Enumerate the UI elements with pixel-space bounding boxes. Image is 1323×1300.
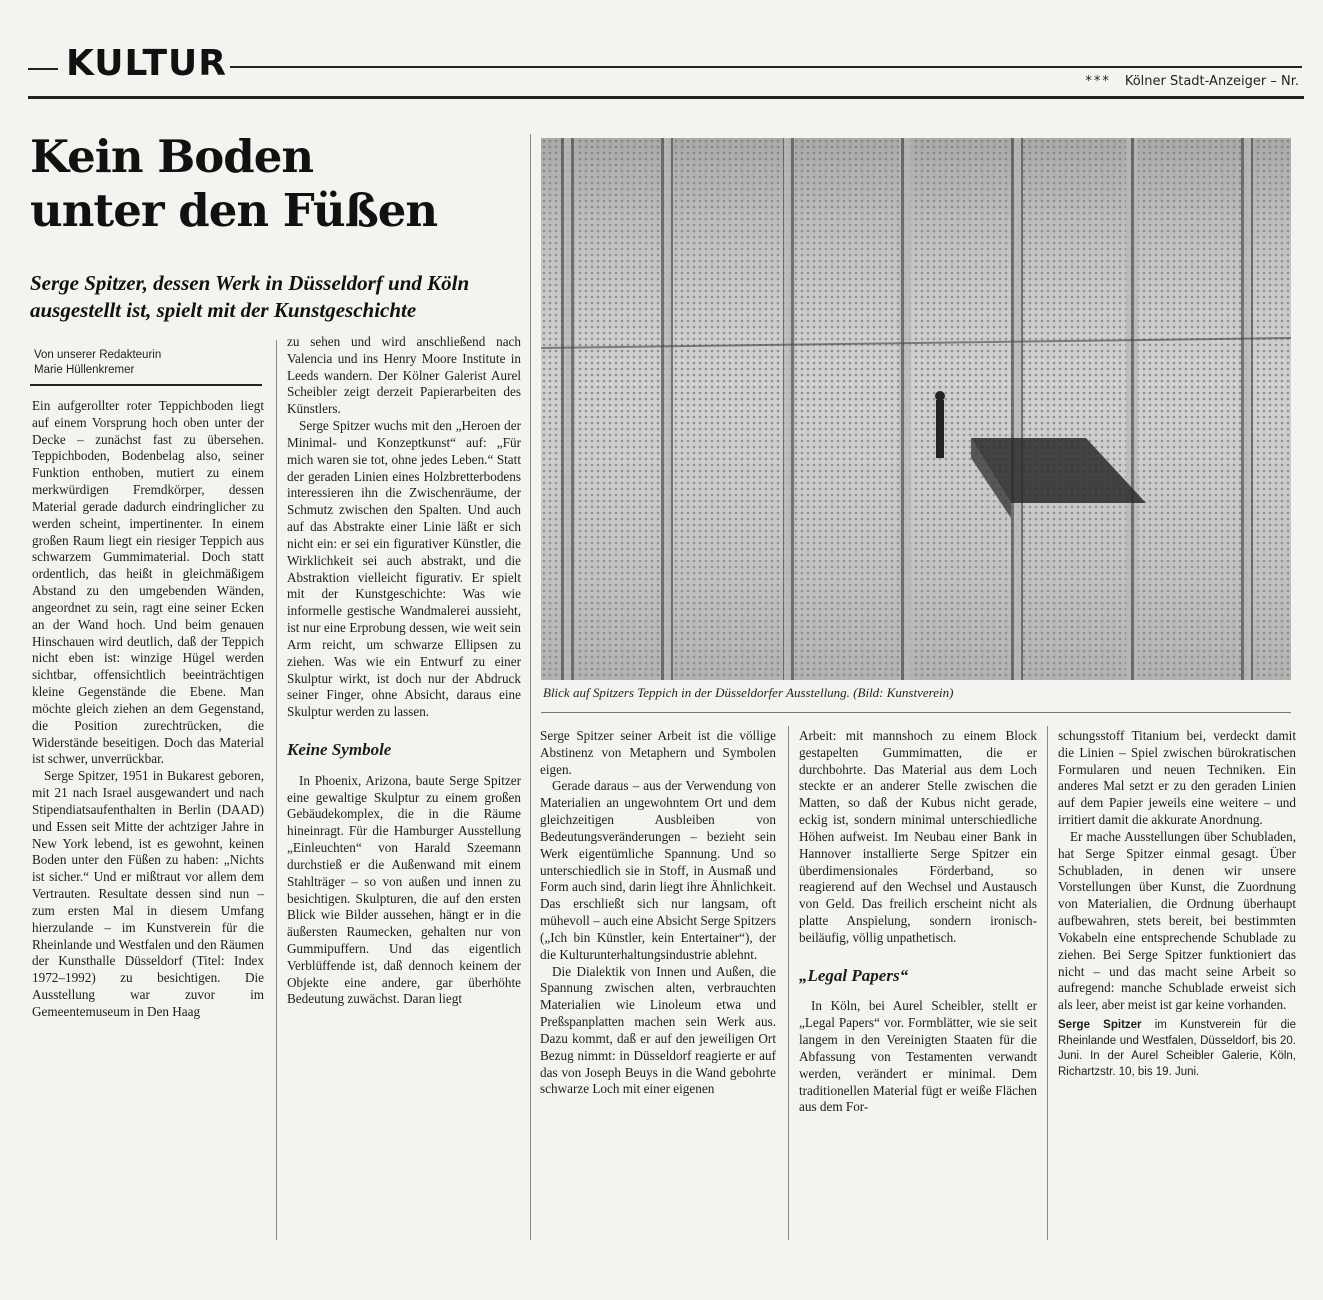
byline-rule (30, 384, 262, 386)
article-column-5 (1058, 728, 1296, 1244)
subhead-legal-papers: „Legal Papers“ (799, 965, 909, 985)
paragraph: Die Dialektik von Innen und Außen, die Spannung zwischen alten, verbrauchten Materialien wie Linoleum etwa und Preßspanplatten machen sein Werk aus. Dazu kommt, daß er auf den jeweiligen Ort Bezug nimmt: in Düsseldorf reagierte er auf das von Joseph Beuys in die Wand gebohrte schwarze Loch mit einer eigenen (540, 963, 776, 1097)
headline (30, 130, 530, 238)
paragraph: Er mache Ausstellungen über Schubladen, hat Serge Spitzer einmal gesagt. Über Schubladen, in denen wir unsere Vorstellungen über Kunst, die Zuordnung von Materialien, die Ordnung überhaupt aufbewahren, stets bereit, bei bestimmten Vokabeln eine entsprechende Schublade zu ziehen. Bei Serge Spitzer funktioniert das nicht – und das macht seine Arbeit so aufregend: manche Schublade erweist sich als leer, aber meist ist gar keine vorhanden. (1058, 828, 1296, 1013)
subhead-keine-symbole: Keine Symbole (287, 740, 392, 760)
section-label: KULTUR (66, 43, 227, 84)
column-divider (276, 340, 277, 1240)
paragraph: Arbeit: mit mannshoch zu einem Block gestapelten Gummimatten, die er durchbohrte. Das Material aus dem Loch steckte er an anderer Stelle zwischen die Matten, so daß der Kubus nicht gerade, eckig ist, sondern minimal unterschiedliche Höhen aufweist. Im Neubau einer Bank in Hannover installierte Serge Spitzer ein überdimensionales Förderband, so reagierend auf den Wechsel und Austausch von Geld. Das freilich erscheint nicht als platte Anspielung, sondern ironisch-beiläufig, völlig unpathetisch. (799, 728, 1037, 945)
headline-line-1: Kein Boden (30, 130, 314, 183)
section-rule-right (230, 66, 1302, 68)
column-divider (1047, 726, 1048, 1240)
article-column-2 (287, 334, 521, 1244)
photo-carpet-installation (541, 138, 1291, 680)
info-name: Serge Spitzer (1058, 1019, 1142, 1032)
paragraph: zu sehen und wird anschließend nach Valencia und ins Henry Moore Institute in Leeds wandern. Der Kölner Galerist Aurel Scheibler zeigt derzeit Papierarbeiten des Künstlers. (287, 334, 521, 417)
masthead-stars: *** (1085, 74, 1111, 89)
paragraph: Serge Spitzer wuchs mit den „Heroen der Minimal- und Konzeptkunst“ auf: „Für mich waren sie tot, ohne jedes Leben.“ Statt der geraden Linien eines Holzbretterbodens interessieren ihn die Zwischenräume, der Schmutz zwischen den Spalten. Und auch auf das Abstrakte einer Linie läßt er sich nicht ein: er sei ein figurativer Künstler, die Wirklichkeit sei auch abstrakt, und die Abstraktion vielleicht figurativ. Er spielt mit der Kunstgeschichte: Was wie informelle gestische Wandmalerei aussieht, ist nur eine Erprobung dessen, wie weit sein Arm reicht, um schwarze Ellipsen zu ziehen. Was wie ein Entwurf zu einer Skulptur wirkt, ist doch nur der Abdruck seiner Finger, ohne Absicht, daraus eine Skulptur werden zu lassen. (287, 418, 521, 720)
article-column-1 (32, 398, 264, 1244)
paragraph: In Phoenix, Arizona, baute Serge Spitzer eine gewaltige Skulptur zu einem großen Gebäudekomplex, die in die Räume hineinragt. Für die Hamburger Ausstellung „Einleuchten“ von Harald Szeemann durchstieß er die Außenwand mit einem Stahlträger – so von außen und innen zu besichtigen. Skulpturen, die auf den ersten Blick wie Bilder aussehen, hängt er in die äußersten Raumecken, gehalten nur von Gummipuffern. Und das eigentlich Verblüffende ist, daß dennoch keinem der Objekte eine andere, gar überhöhte Bedeutung zuwächst. Daran liegt (287, 772, 521, 1007)
info-text: im Kunstverein für die Rheinlande und Westfalen, Düsseldorf, bis 20. Juni. In der Aurel Scheibler Galerie, Köln, Richartzstr. 10, bis 19. Juni. (1058, 1019, 1296, 1078)
header-rule (28, 96, 1304, 99)
column-divider (530, 134, 531, 1240)
paragraph: Serge Spitzer, 1951 in Bukarest geboren, mit 21 nach Israel ausgewandert und nach Stipendiatsaufenthalten in Berlin (DAAD) und Essen seit Mitte der achtziger Jahre in New York lebend, ist es gewohnt, keinen Boden unter den Füßen zu haben: „Nichts ist sicher.“ Und er mißtraut vor allem dem Vertrauten. Resultate dessen sind nun – zum ersten Mal in diesem Umfang hierzulande – im Kunstverein für die Rheinlande und Westfalen und den Räumen der Kunsthalle Düsseldorf (Titel: Index 1972–1992) zu besichtigen. Die Ausstellung war zuvor im Gemeentemuseum in Den Haag (32, 768, 264, 1019)
masthead-name: Kölner Stadt-Anzeiger – Nr. (1124, 74, 1299, 89)
paragraph: In Köln, bei Aurel Scheibler, stellt er „Legal Papers“ vor. Formblätter, wie sie seit langem in den Vereinigten Staaten für die Abfassung von Testamenten verwandt werden, verändert er minimal. Dem traditionellen Material fügt er weiße Flächen aus dem For- (799, 998, 1037, 1115)
headline-line-2: unter den Füßen (30, 184, 438, 237)
article-column-3 (540, 728, 776, 1244)
paragraph: Gerade daraus – aus der Verwendung von Materialien an ungewohntem Ort und dem gleichzeitigen Ausbleiben von Bedeutungsveränderungen – bezieht sein Werk eigentümliche Spannung. Und so unterschiedlich sie in Stoff, in Ausmaß und Form auch sind, darin liegt ihre Ähnlichkeit. Das erschließt sich nur langsam, oft mühevoll – auch eine Absicht Serge Spitzers („Ich bin Künstler, kein Entertainer“), der die Kulturunterhaltungsindustrie ablehnt. (540, 778, 776, 962)
byline-line-1: Von unserer Redakteurin (34, 349, 162, 361)
article-photo (541, 138, 1291, 680)
exhibition-info (1058, 1018, 1296, 1080)
standing-figure (936, 400, 944, 458)
column-divider (788, 726, 789, 1240)
byline (34, 348, 254, 378)
byline-author: Marie Hüllenkremer (34, 363, 135, 376)
paragraph: schungsstoff Titanium bei, verdeckt damit die Linien – Spiel zwischen bürokratischen Formularen und neuen Techniken. Ein anderes Mal setzt er zu den geraden Linien auf dem Papier jeweils eine weitere – und irritiert damit die akkurate Anordnung. (1058, 728, 1296, 828)
subheadline: Serge Spitzer, dessen Werk in Düsseldorf und Köln ausgestellt ist, spielt mit der Kunstgeschichte (30, 271, 470, 322)
caption-rule (541, 712, 1291, 713)
paragraph: Ein aufgerollter roter Teppichboden liegt auf einem Vorsprung hoch oben unter der Decke – zunächst fast zu übersehen. Teppichboden, Bodenbelag also, seiner Funktion enthoben, mutiert zu einem merkwürdigen Fremdkörper, dessen Material gerade dadurch eindringlicher zu werden scheint, impertinenter. In einem großen Raum liegt ein riesiger Teppich aus schwarzem Gummimaterial. Doch statt ordentlich, das heißt in gleichmäßigem Abstand zu den umgebenden Wänden, angeordnet zu sein, ragt eine seiner Ecken an der Wand hoch. Und beim genauen Hinschauen wird deutlich, daß der Teppich nicht eben ist: winzige Hügel werden sichtbar, offensichtlich beeinträchtigen kleine Gegenstände die Ebene. Man möchte gleich ziehen an dem Gegenstand, die Position zurechtrücken, die Widerstände beseitigen. Doch das Material ist schwer, unverrückbar. (32, 398, 264, 767)
photo-caption: Blick auf Spitzers Teppich in der Düsseldorfer Ausstellung. (Bild: Kunstverein) (543, 685, 954, 700)
article-column-4 (799, 728, 1037, 1244)
masthead (1085, 74, 1299, 89)
section-rule-left (28, 68, 58, 70)
paragraph: Serge Spitzer seiner Arbeit ist die völlige Abstinenz von Metaphern und Symbolen eigen. (540, 728, 776, 777)
